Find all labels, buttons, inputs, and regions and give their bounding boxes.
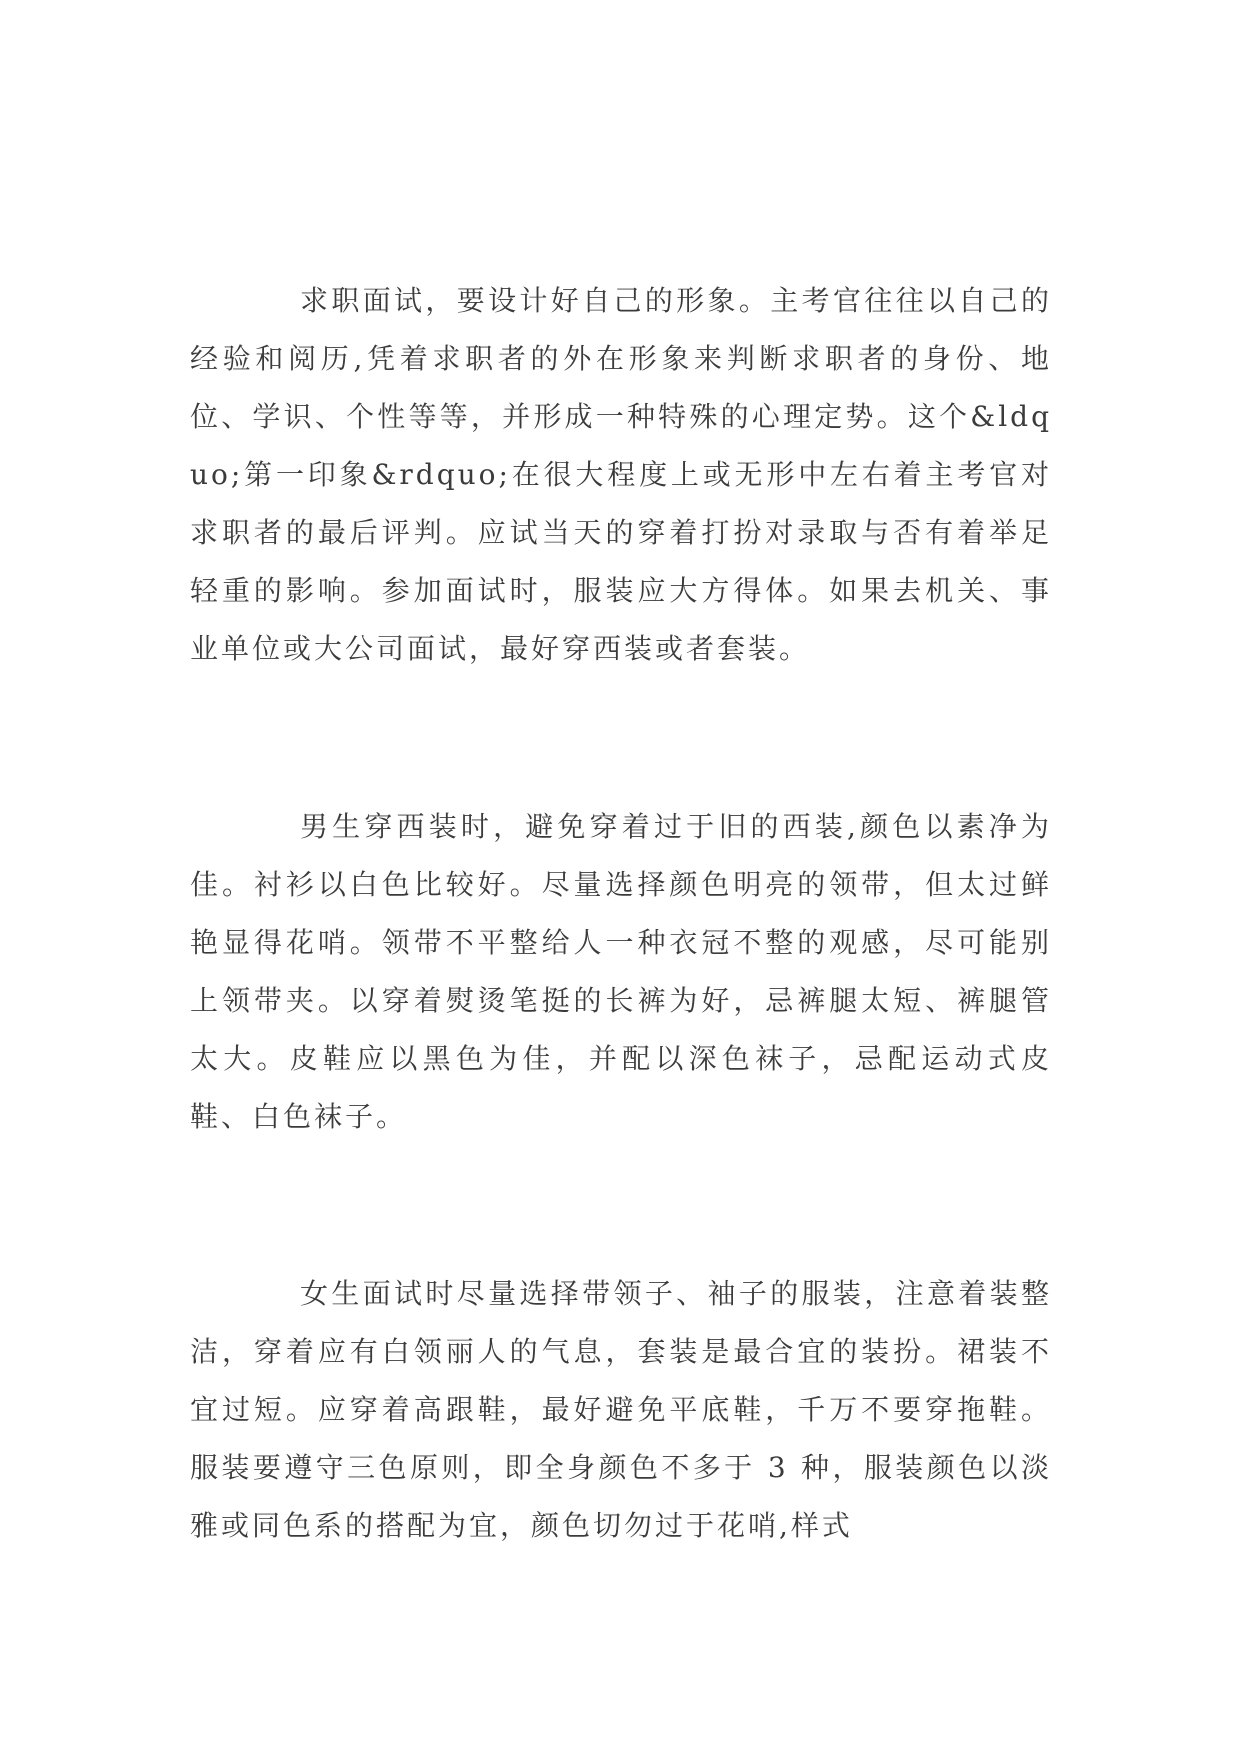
paragraph-interview-image: 求职面试，要设计好自己的形象。主考官往往以自己的经验和阅历,凭着求职者的外在形象来判断求职者的身份、地位、学识、个性等等，并形成一种特殊的心理定势。这个&ldquo;第一印象&rdquo;在很大程度上或无形中左右着主考官对求职者的最后评判。应试当天的穿着打扮对录取与否有着举足轻重的影响。参加面试时，服装应大方得体。如果去机关、事业单位或大公司面试，最好穿西装或者套装。 xyxy=(190,284,1052,665)
paragraph-women-attire: 女生面试时尽量选择带领子、袖子的服装，注意着装整洁，穿着应有白领丽人的气息，套装是最合宜的装扮。裙装不宜过短。应穿着高跟鞋，最好避免平底鞋，千万不要穿拖鞋。服装要遵守三色原则，即全身颜色不多于 3 种，服装颜色以淡雅或同色系的搭配为宜，颜色切勿过于花哨,样式 xyxy=(190,1277,1052,1542)
paragraph-men-attire: 男生穿西装时，避免穿着过于旧的西装,颜色以素净为佳。衬衫以白色比较好。尽量选择颜色明亮的领带，但太过鲜艳显得花哨。领带不平整给人一种衣冠不整的观感，尽可能别上领带夹。以穿着熨烫笔挺的长裤为好，忌裤腿太短、裤腿管太大。皮鞋应以黑色为佳，并配以深色袜子，忌配运动式皮鞋、白色袜子。 xyxy=(190,810,1052,1133)
